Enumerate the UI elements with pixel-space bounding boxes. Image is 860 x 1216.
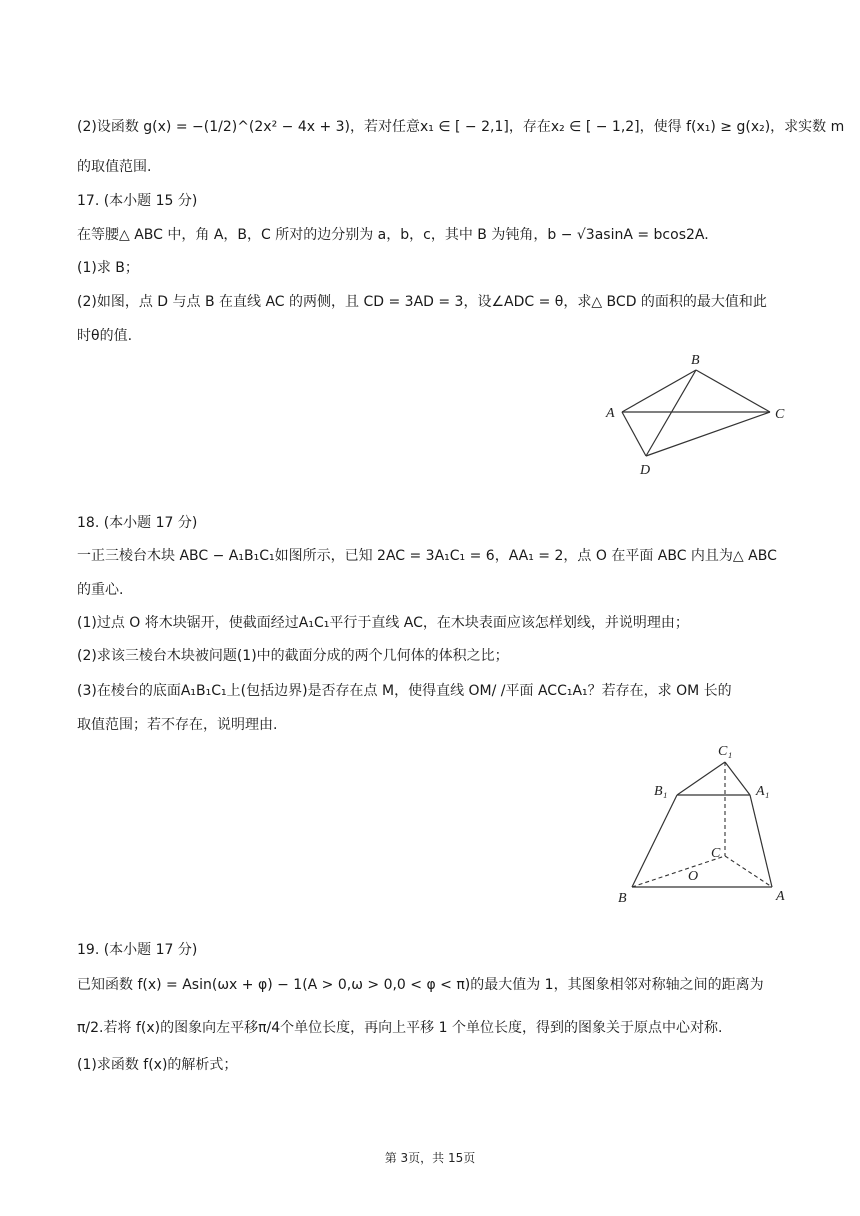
q18-stem-line1: 一正三棱台木块 ABC − A₁B₁C₁如图所示，已知 2AC = 3A₁C₁ = 6，AA₁ = 2，点 O 在平面 ABC 内且为△ ABC <box>77 548 777 564</box>
label-d: D <box>640 463 651 478</box>
label-a: A <box>776 889 785 904</box>
label-b: B <box>618 891 627 906</box>
q18-part1: (1)过点 O 将木块锯开，使截面经过A₁C₁平行于直线 AC，在木块表面应该怎样划线，并说明理由； <box>77 615 689 631</box>
label-b1: B₁ <box>654 784 668 799</box>
q18-header: 18. (本小题 17 分) <box>77 515 198 531</box>
edge-c1a1 <box>725 762 750 795</box>
edge-ca-hidden <box>725 856 772 887</box>
q17-part2-line1: (2)如图，点 D 与点 B 在直线 AC 的两侧，且 CD = 3AD = 3，设∠ADC = θ，求△ BCD 的面积的最大值和此 <box>77 294 767 310</box>
q16-part2-line2: 的取值范围. <box>77 159 152 175</box>
q17-part2-line2: 时θ的值. <box>77 328 133 344</box>
q18-part3-line1: (3)在棱台的底面A₁B₁C₁上(包括边界)是否存在点 M，使得直线 OM/ /平面 ACC₁A₁？若存在，求 OM 长的 <box>77 683 732 699</box>
q19-part1: (1)求函数 f(x)的解析式； <box>77 1057 238 1073</box>
q18-stem-line2: 的重心. <box>77 582 124 598</box>
label-c1: C₁ <box>718 744 733 759</box>
edge-bc <box>696 370 770 412</box>
edge-bb1 <box>632 795 677 887</box>
label-c: C <box>775 407 785 422</box>
label-o: O <box>688 869 699 884</box>
q17-figure <box>600 348 800 480</box>
label-a1: A₁ <box>756 784 770 799</box>
q17-header: 17. (本小题 15 分) <box>77 193 198 209</box>
edge-ab <box>622 370 696 412</box>
q17-stem: 在等腰△ ABC 中，角 A，B，C 所对的边分别为 a，b，c，其中 B 为钝角，b − √3asinA = bcos2A. <box>77 227 709 243</box>
edge-bd <box>646 370 696 456</box>
q18-frustum-figure <box>610 735 800 910</box>
q18-part2: (2)求该三棱台木块被问题(1)中的截面分成的两个几何体的体积之比； <box>77 648 509 664</box>
page-footer: 第 3页，共 15页 <box>384 1151 476 1165</box>
q19-stem-line1: 已知函数 f(x) = Asin(ωx + φ) − 1(A > 0,ω > 0,0 < φ < π)的最大值为 1，其图象相邻对称轴之间的距离为 <box>77 977 764 993</box>
q17-part1: (1)求 B； <box>77 260 139 276</box>
label-b: B <box>691 353 700 368</box>
q16-part2-line1: (2)设函数 g(x) = −(1/2)^(2x² − 4x + 3)，若对任意x₁ ∈ [ − 2,1]，存在x₂ ∈ [ − 1,2]，使得 f(x₁) ≥ g(x₂)，求实数 m <box>77 119 845 135</box>
q19-header: 19. (本小题 17 分) <box>77 942 198 958</box>
label-a: A <box>606 406 615 421</box>
label-c: C <box>711 846 721 861</box>
edge-ad <box>622 412 646 456</box>
q19-stem-line2: π/2.若将 f(x)的图象向左平移π/4个单位长度，再向上平移 1 个单位长度，得到的图象关于原点中心对称. <box>77 1020 723 1036</box>
edge-dc <box>646 412 770 456</box>
edge-b1c1 <box>677 762 725 795</box>
edge-aa1 <box>750 795 772 887</box>
q18-part3-line2: 取值范围；若不存在，说明理由. <box>77 717 278 733</box>
